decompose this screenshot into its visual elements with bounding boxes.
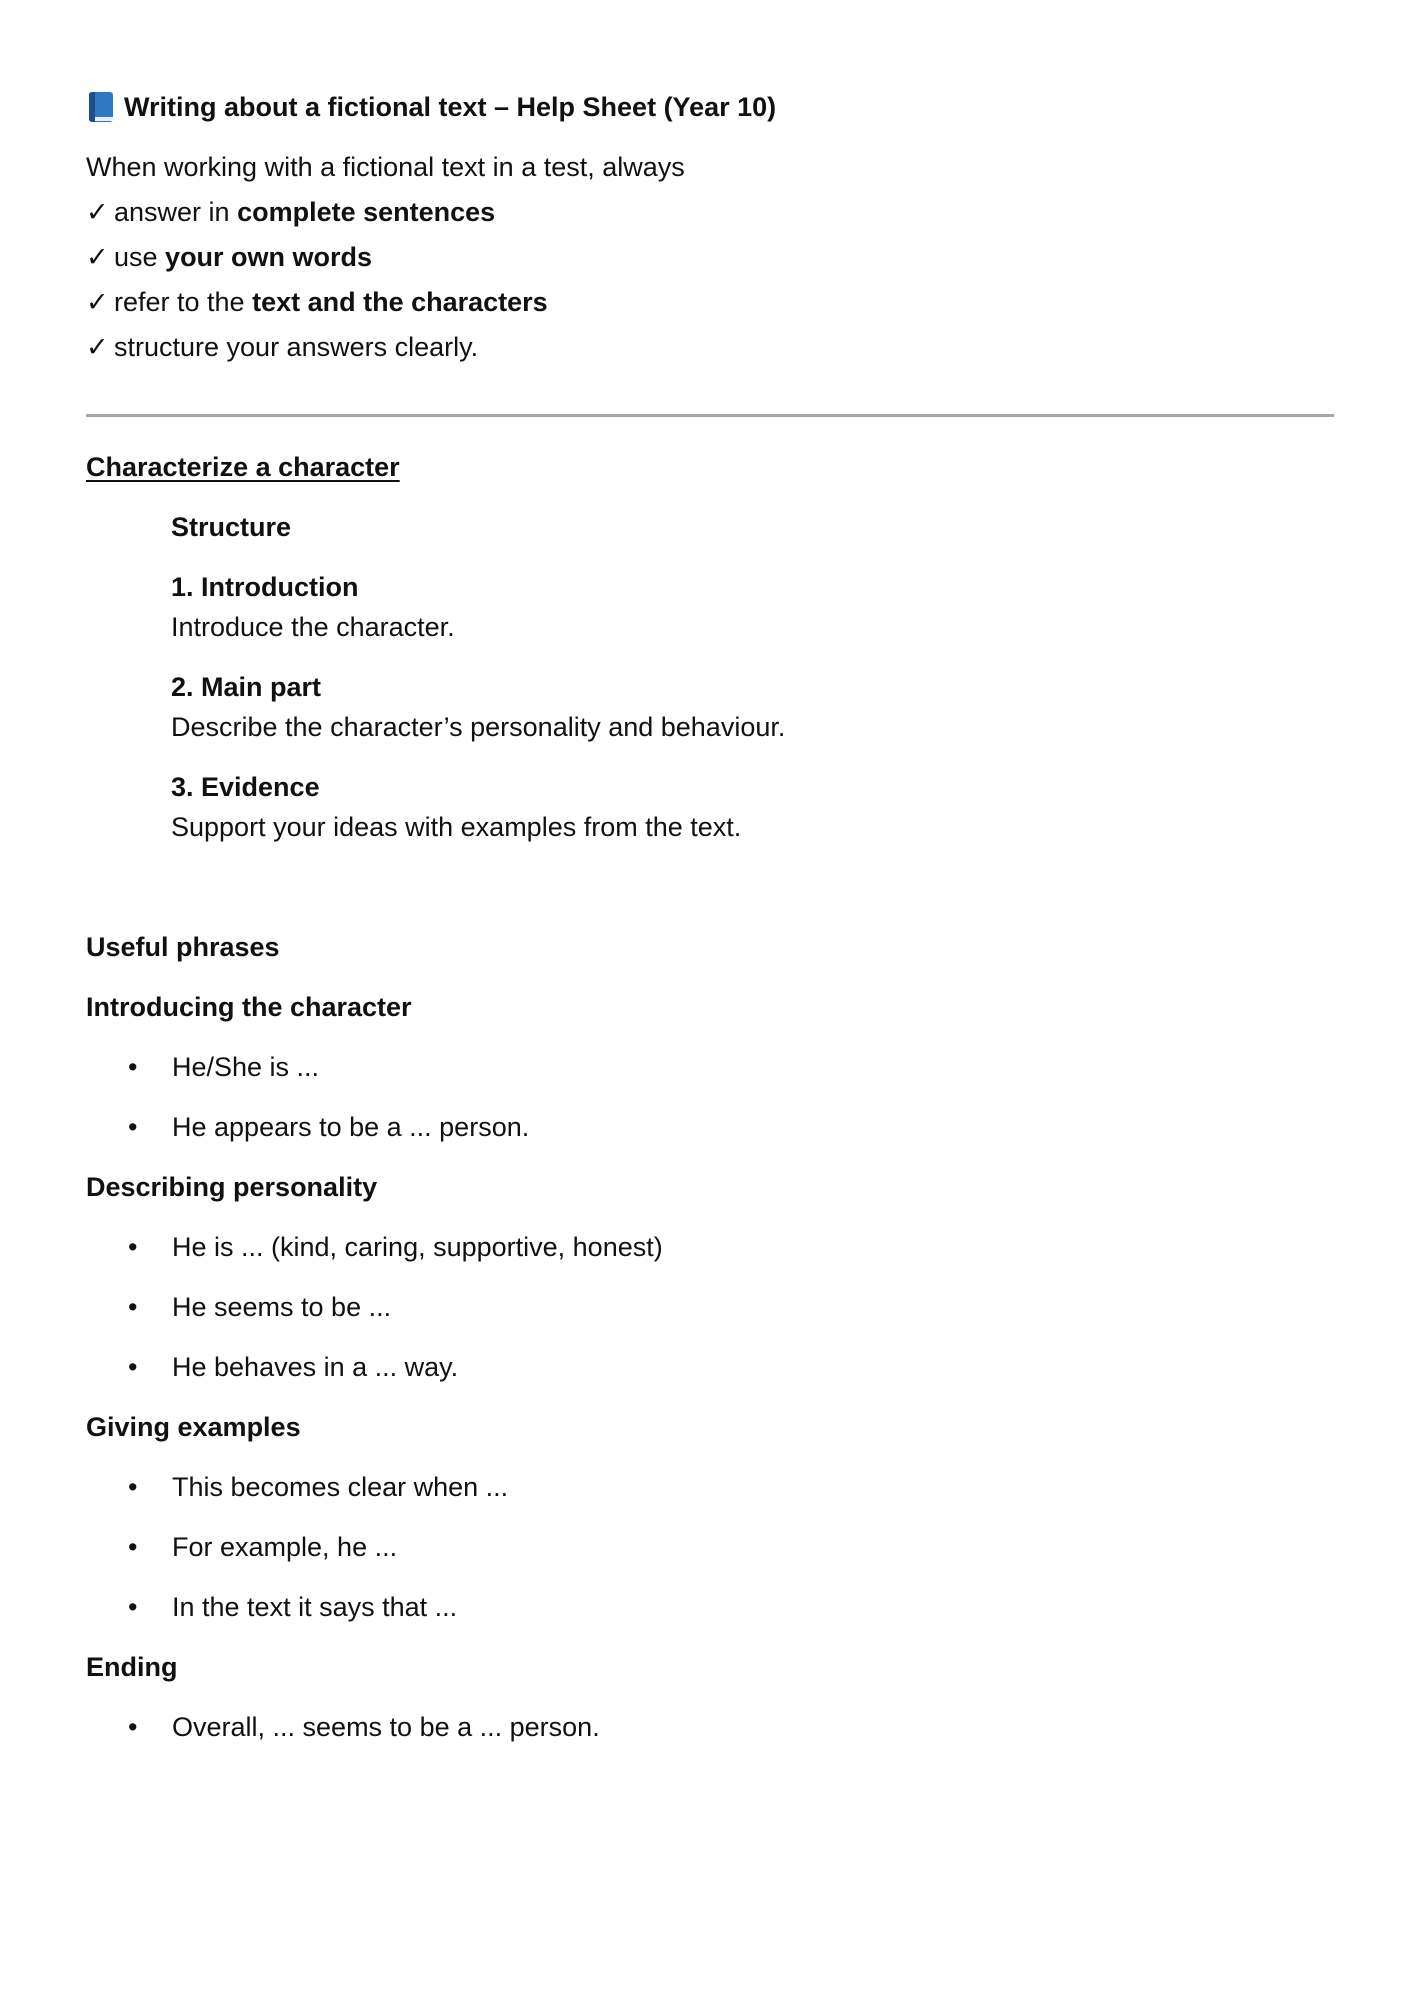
page-title <box>86 90 776 124</box>
check-icon: ✓ <box>86 332 109 362</box>
checklist-item: ✓ use your own words <box>86 242 373 272</box>
phrase-group-title: Ending <box>86 1652 178 1682</box>
structure-step-text: Introduce the character. <box>171 612 455 642</box>
phrase-group-title: Giving examples <box>86 1412 301 1442</box>
phrase-item: He behaves in a ... way. <box>172 1352 459 1382</box>
bullet-icon: • <box>128 1712 138 1742</box>
bullet-icon: • <box>128 1472 138 1502</box>
book-icon <box>86 90 116 124</box>
phrase-item: For example, he ... <box>172 1532 398 1562</box>
useful-phrases-heading: Useful phrases <box>86 932 280 962</box>
page-title-text: Writing about a fictional text – Help Sheet (Year 10) <box>124 92 777 122</box>
phrase-item: Overall, ... seems to be a ... person. <box>172 1712 600 1742</box>
phrase-item: This becomes clear when ... <box>172 1472 509 1502</box>
bullet-icon: • <box>128 1232 138 1262</box>
bullet-icon: • <box>128 1112 138 1142</box>
structure-step-text: Describe the character’s personality and behaviour. <box>171 712 786 742</box>
bullet-icon: • <box>128 1592 138 1622</box>
phrase-group-title: Describing personality <box>86 1172 378 1202</box>
structure-step-title: 3. Evidence <box>171 772 320 802</box>
checklist-item: ✓ structure your answers clearly. <box>86 332 479 362</box>
structure-step-text: Support your ideas with examples from the text. <box>171 812 742 842</box>
checklist-item: ✓ answer in complete sentences <box>86 197 496 227</box>
bullet-icon: • <box>128 1532 138 1562</box>
bullet-icon: • <box>128 1292 138 1322</box>
section-heading: Characterize a character <box>86 452 400 482</box>
intro-text: When working with a fictional text in a test, always <box>86 152 685 182</box>
phrase-item: He seems to be ... <box>172 1292 392 1322</box>
phrase-item: In the text it says that ... <box>172 1592 458 1622</box>
bullet-icon: • <box>128 1352 138 1382</box>
horizontal-divider <box>86 414 1334 417</box>
bullet-icon: • <box>128 1052 138 1082</box>
structure-step-title: 1. Introduction <box>171 572 359 602</box>
structure-step-title: 2. Main part <box>171 672 322 702</box>
phrase-item: He appears to be a ... person. <box>172 1112 530 1142</box>
check-icon: ✓ <box>86 197 109 227</box>
phrase-group-title: Introducing the character <box>86 992 412 1022</box>
phrase-item: He is ... (kind, caring, supportive, honest) <box>172 1232 663 1262</box>
checklist-item: ✓ refer to the text and the characters <box>86 287 548 317</box>
phrase-item: He/She is ... <box>172 1052 320 1082</box>
check-icon: ✓ <box>86 287 109 317</box>
structure-heading: Structure <box>171 512 292 542</box>
check-icon: ✓ <box>86 242 109 272</box>
